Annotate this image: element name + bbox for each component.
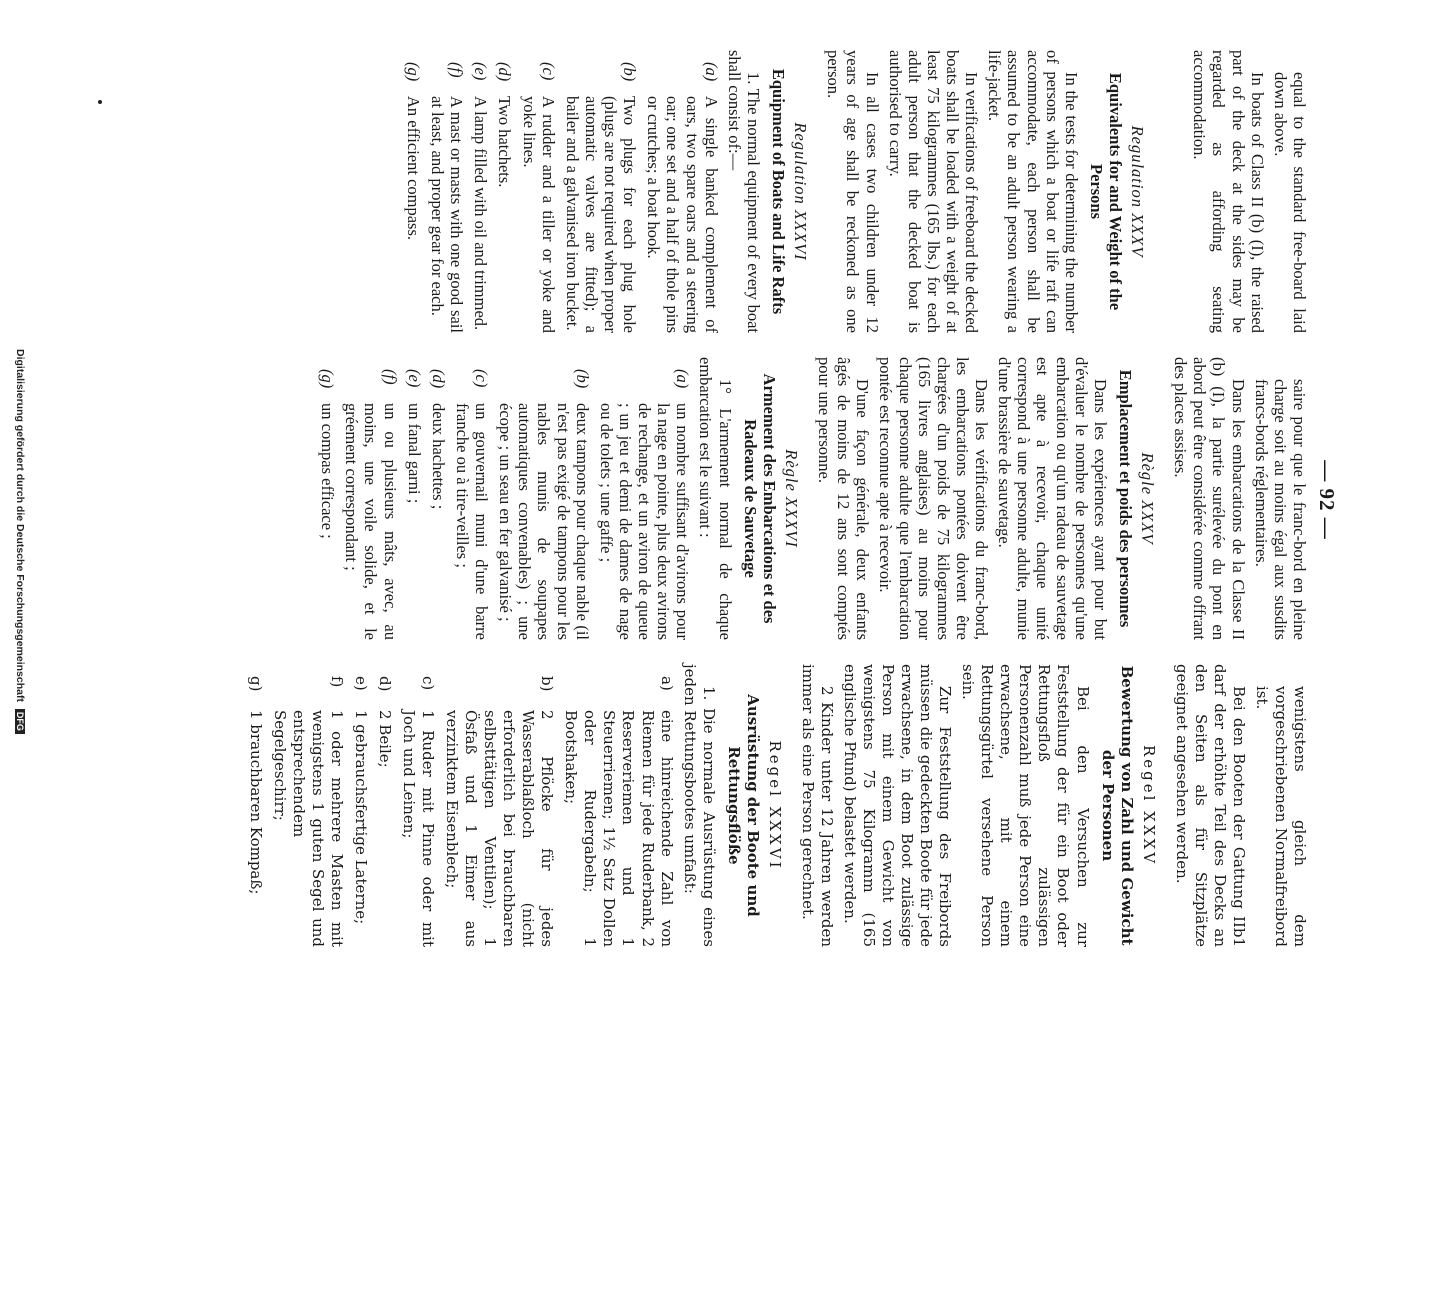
item-text: A rudder and a tiller or yoke and yoke lines. xyxy=(519,96,558,333)
item-label: (e) xyxy=(471,62,491,81)
list-item xyxy=(404,50,423,333)
item-text: un gouvernail muni d'une barre franche ou à tire-veilles ; xyxy=(453,403,492,640)
item-label: (c) xyxy=(538,62,558,81)
french-regulation-36: Règle XXXVI xyxy=(782,449,801,548)
german-para-tests: Bei den Versuchen zur Feststellung der für ein Boot oder Rettungsfloß zulässigen Personenzahl muß jede Person eine erwachsene, mit einem Rettungsgürtel versehene Person sein. xyxy=(959,664,1092,947)
english-para-tests: In the tests for determining the number of persons which a boat or life raft can accommodate, each person shall be assumed to be an adult person wearing a life-jacket. xyxy=(985,50,1081,333)
item-label: (b) xyxy=(572,369,592,389)
german-para-verifications: Zur Feststellung des Freibords müssen die gedeckten Boote für jede erwachsene, in dem Boot zulässige Person mit einem Gewicht von wenigstens 75 Kilogramm (165 englische Pfund) belastet werden. xyxy=(840,664,955,947)
french-para-normal-equipment: 1° L'armement normal de chaque embarcation est le suivant : xyxy=(696,357,735,640)
item-label: (f) xyxy=(380,369,400,385)
item-label: g) xyxy=(246,676,265,692)
item-text: Two plugs for each plug hole (plugs are not required when proper automatic valves are fitted); a bailer and a galvanised iron bucket. xyxy=(562,96,640,333)
english-para-verifications: In verifications of freeboard the decked boats shall be loaded with a weight of at least 75 kilogrammes (165 lbs.) for each adult person that the decked boat is authorised to carry. xyxy=(885,50,982,333)
list-item xyxy=(351,664,370,947)
german-para-class: Bei den Booten der Gattung IIb1 darf der erhöhte Teil des Decks an den Seiten als für Sitzplätze geeignet angesehen werden. xyxy=(1172,664,1248,947)
item-text: 1 gebrauchsfertige Laterne; xyxy=(351,710,370,925)
german-para-normal-equipment: 1. Die normale Ausrüstung eines jeden Rettungsbootes umfaßt: xyxy=(680,664,718,947)
digitization-credit-text: Digitalisierung gefördert durch die Deutsche Forschungsgemeinschaft xyxy=(14,349,26,702)
english-regulation-36-title: Equipment of Boats and Life Rafts xyxy=(769,68,789,315)
german-regulation-35: Regel XXXV xyxy=(1139,744,1158,867)
list-item xyxy=(597,357,693,640)
list-item xyxy=(495,50,514,333)
item-label: e) xyxy=(351,676,370,691)
item-text: 2 Beile; xyxy=(375,710,394,768)
item-label: b) xyxy=(538,676,557,692)
item-text: un ou plusieurs mâts, avec, au moins, une voile solide, et le gréement correspondant ; xyxy=(342,403,400,640)
item-label: (f) xyxy=(447,62,467,78)
item-label: (c) xyxy=(472,369,492,388)
item-label: c) xyxy=(419,676,438,691)
list-item xyxy=(520,50,558,333)
english-regulation-36: Regulation XXXVI xyxy=(791,122,811,261)
item-text: A lamp filled with oil and trimmed. xyxy=(471,96,491,331)
english-column xyxy=(399,50,1309,333)
page-number: — 92 — xyxy=(1315,460,1339,540)
digitization-credit xyxy=(14,349,26,1299)
item-label: d) xyxy=(375,676,394,692)
list-item xyxy=(405,357,424,640)
item-label: (e) xyxy=(404,369,424,388)
list-item xyxy=(318,357,337,640)
item-text: An efficient compass. xyxy=(404,96,423,241)
item-label: (g) xyxy=(318,369,338,389)
item-text: deux hachettes ; xyxy=(428,403,448,510)
german-regulation-36-title: Ausrüstung der Boote und Rettungsflöße xyxy=(724,694,762,917)
item-text: Two hatchets. xyxy=(495,96,515,188)
list-item xyxy=(496,357,592,640)
french-regulation-35: Règle XXXV xyxy=(1138,452,1158,545)
list-item xyxy=(563,50,640,333)
list-item xyxy=(375,664,394,947)
item-text: 1 oder mehrere Masten mit wenigstens 1 guten Segel und entsprechendem Segelgeschirr; xyxy=(270,710,346,947)
item-text: 1 Ruder mit Pinne oder mit Joch und Leinen; xyxy=(399,710,438,947)
french-para-freeboard: saire pour que le franc-bord en pleine charge soit au moins égal aux susdits francs-bords réglementaires. xyxy=(1251,379,1309,640)
list-item xyxy=(644,50,721,333)
list-item xyxy=(246,664,265,947)
english-regulation-35-title: Equivalents for and Weight of the Persons xyxy=(1087,72,1126,311)
item-text: un nombre suffisant d'avirons pour la nage en pointe, plus deux avirons de rechange, et un aviron de queue ; un jeu et demi de dames de nage ou de tolets ; une gaffe ; xyxy=(596,403,693,640)
french-para-class: Dans les embarcations de la Classe II (b) (I), la partie surélevée du pont en abord peut être considérée comme offrant des places assises. xyxy=(1171,357,1248,640)
item-text: 2 Pflöcke für jedes Wasserablaßloch (nicht erforderlich bei brauchbaren selbsttätigen Ventilen); 1 Ösfaß und 1 Eimer aus verzinktem Eisenblech; xyxy=(443,710,557,947)
item-label: a) xyxy=(657,676,676,691)
item-label: f) xyxy=(327,676,346,688)
rotated-page xyxy=(67,30,1367,970)
german-regulation-36: Regel XXXVI xyxy=(765,740,784,871)
list-item xyxy=(442,664,556,947)
item-label: (a) xyxy=(673,369,693,389)
item-text: un fanal garni ; xyxy=(404,403,424,504)
item-label: (a) xyxy=(701,62,721,82)
item-text: un compas efficace ; xyxy=(318,403,338,539)
list-item xyxy=(342,357,399,640)
item-text: A single banked complement of oars, two spare oars and a steering oar; one set and a half of thole pins or crutches; a boat hook. xyxy=(644,96,721,333)
list-item xyxy=(561,664,675,947)
german-para-children: 2 Kinder unter 12 Jahren werden immer als eine Person gerechnet. xyxy=(798,664,836,947)
english-para-children: In all cases two children under 12 years of age shall be reckoned as one person. xyxy=(824,50,882,333)
list-item xyxy=(453,357,491,640)
french-para-children: D'une façon générale, deux enfants âgés de moins de 12 ans sont comptés pour une personne. xyxy=(815,357,873,640)
item-text: A mast or masts with one good sail at least, and proper gear for each. xyxy=(428,96,467,333)
item-text: eine hinreichende Zahl von Riemen für jede Ruderbank, 2 Reserveriemen und 1 Steuerriemen; 1½ Satz Dollen oder Rudergabeln; 1 Bootshaken; xyxy=(562,710,676,947)
english-para-freeboard: equal to the standard free-board laid down above. xyxy=(1270,72,1309,333)
german-column xyxy=(241,664,1309,947)
german-regulation-35-title: Bewertung von Zahl und Gewicht der Personen xyxy=(1098,665,1136,946)
item-label: (b) xyxy=(620,62,640,82)
french-regulation-35-title: Emplacement et poids des personnes xyxy=(1116,369,1135,628)
list-item xyxy=(471,50,490,333)
list-item xyxy=(428,50,466,333)
english-regulation-35: Regulation XXXV xyxy=(1128,125,1148,258)
french-para-tests: Dans les expériences ayant pour but d'évaluer le nombre de personnes qu'une embarcation ou qu'un radeau de sauvetage est apte à recevoir, chaque unité correspond à une personne adulte, munie d'une brassière de sauvetage. xyxy=(995,357,1110,640)
item-label: (d) xyxy=(428,369,448,389)
english-para-class: In boats of Class II (b) (I), the raised part of the deck at the sides may be regarded as affording seating accommodation. xyxy=(1190,50,1267,333)
english-para-normal-equipment: 1. The normal equipment of every boat shall consist of:— xyxy=(724,50,763,333)
french-regulation-36-title: Armement des Embarcations et des Radeaux de Sauvetage xyxy=(740,373,779,624)
french-para-verifications: Dans les vérifications du franc-bord, les embarcations pontées doivent être chargées d'un poids de 75 kilogrammes (165 livres anglaises) au moins pour chaque personne adulte que l'embarcation pontée est reconnue apte à recevoir. xyxy=(876,357,992,640)
list-item xyxy=(270,664,346,947)
item-label: (g) xyxy=(404,62,423,82)
item-label: (d) xyxy=(495,62,515,82)
french-column xyxy=(313,357,1309,640)
item-text: deux tampons pour chaque nable (il n'est pas exigé de tampons pour les nables munis de soupapes automatiques convenables) ; une écope ; un seau en fer galvanisé ; xyxy=(496,403,592,640)
list-item xyxy=(399,664,437,947)
item-text: 1 brauchbaren Kompaß; xyxy=(246,710,265,895)
dfg-logo: DFG xyxy=(15,709,25,734)
german-para-freeboard: wenigstens gleich dem vorgeschriebenen Normalfreibord ist. xyxy=(1252,686,1309,947)
list-item xyxy=(429,357,448,640)
